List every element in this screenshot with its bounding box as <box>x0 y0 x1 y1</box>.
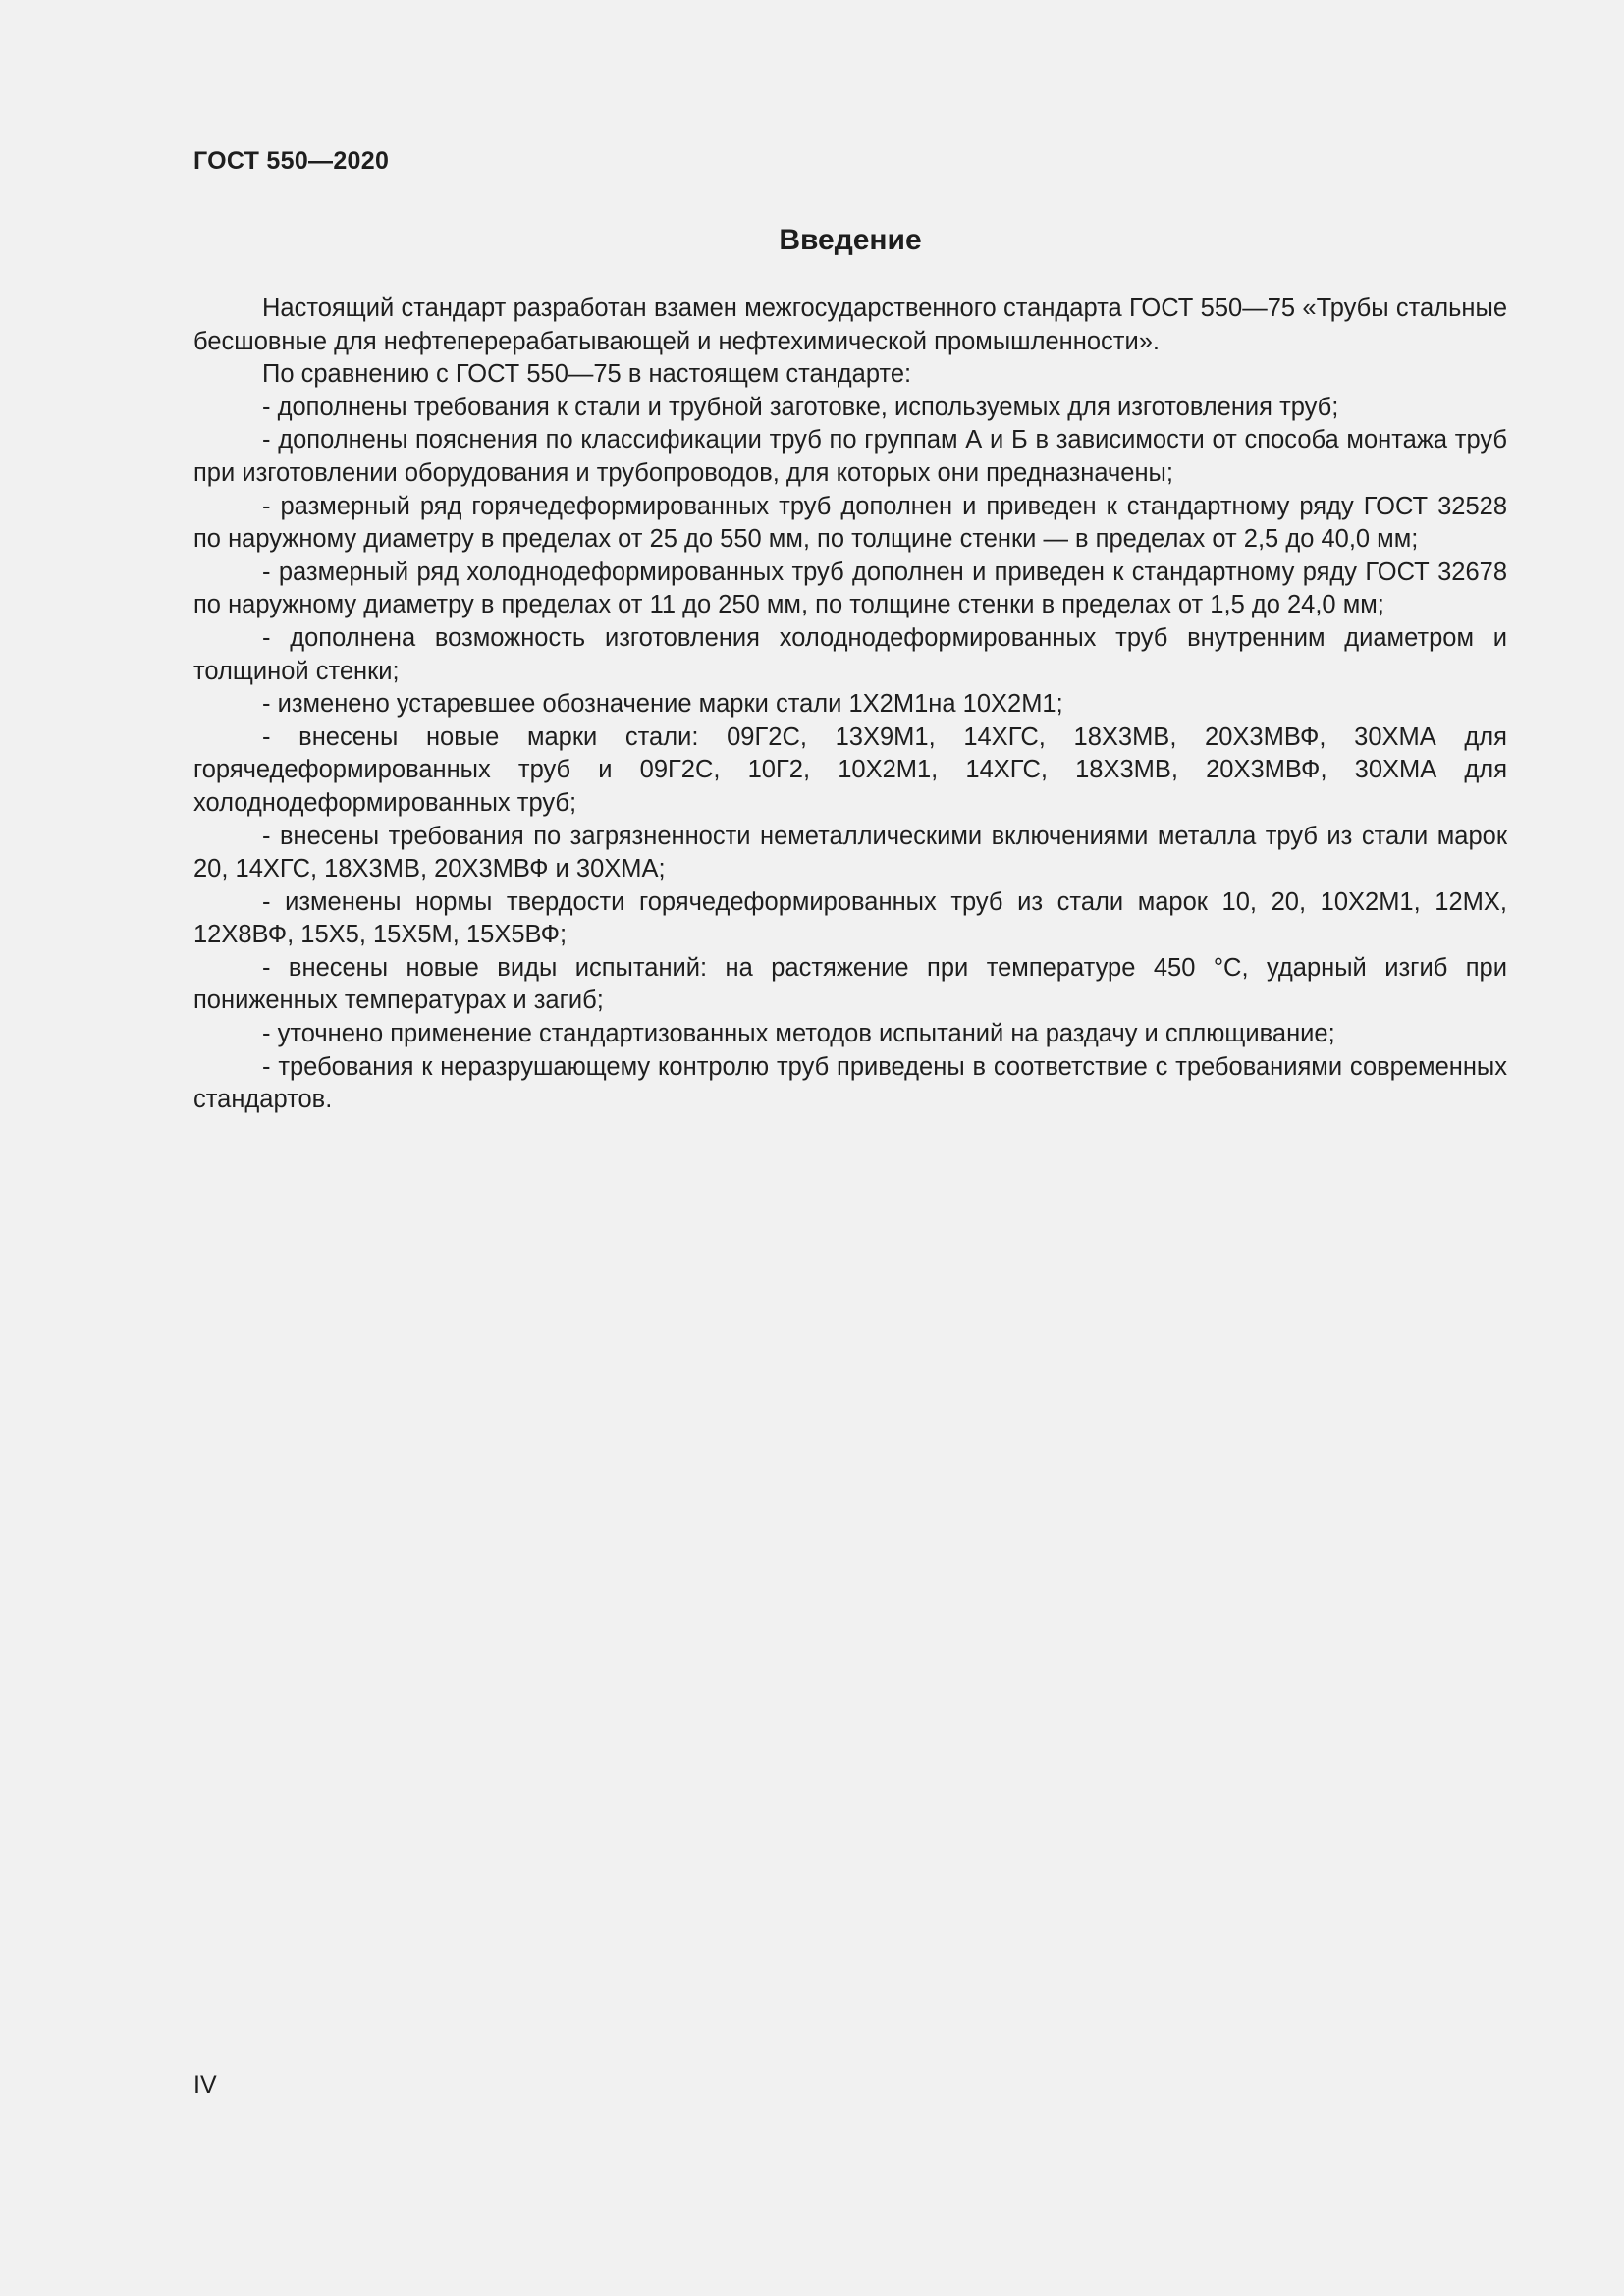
section-title: Введение <box>779 224 922 256</box>
page-number: IV <box>193 2071 217 2099</box>
list-item: - дополнены требования к стали и трубной заготовке, используемых для изготовления труб; <box>262 393 1339 421</box>
list-item: - уточнено применение стандартизованных методов испытаний на раздачу и сплющивание; <box>262 1020 1335 1048</box>
list-item: - требования к неразрушающему контролю труб приведены в соответствие с требованиями современных стандартов. <box>193 1052 1507 1114</box>
list-item: - внесены новые марки стали: 09Г2С, 13Х9М1, 14ХГС, 18Х3МВ, 20Х3МВФ, 30ХМА для горячедеформированных труб и 09Г2С, 10Г2, 10Х2М1, 14ХГС, 18Х3МВ, 20Х3МВФ, 30ХМА для холоднодеформированных труб; <box>193 722 1507 817</box>
list-item: - изменены нормы твердости горячедеформированных труб из стали марок 10, 20, 10Х2М1, 12МХ, 12Х8ВФ, 15Х5, 15Х5М, 15Х5ВФ; <box>193 887 1507 949</box>
body-text <box>193 293 1507 1117</box>
list-item: - размерный ряд холоднодеформированных труб дополнен и приведен к стандартному ряду ГОСТ 32678 по наружному диаметру в пределах от 11 до 250 мм, по толщине стенки в пределах от 1,5 до 24,0 мм; <box>193 558 1507 619</box>
document-header: ГОСТ 550—2020 <box>193 147 390 175</box>
list-item: - дополнена возможность изготовления холоднодеформированных труб внутренним диаметром и толщиной стенки; <box>193 623 1507 685</box>
list-item: - изменено устаревшее обозначение марки стали 1Х2М1на 10Х2М1; <box>262 690 1063 719</box>
list-item: - дополнены пояснения по классификации труб по группам А и Б в зависимости от способа монтажа труб при изготовлении оборудования и трубопроводов, для которых они предназначены; <box>193 426 1507 487</box>
list-item: - размерный ряд горячедеформированных труб дополнен и приведен к стандартному ряду ГОСТ 32528 по наружному диаметру в пределах от 25 до 550 мм, по толщине стенки — в пределах от 2,5 до 40,0 мм; <box>193 492 1507 554</box>
paragraph: Настоящий стандарт разработан взамен межгосударственного стандарта ГОСТ 550—75 «Трубы стальные бесшовные для нефтеперерабатывающей и нефтехимической промышленности». <box>193 294 1507 355</box>
list-item: - внесены требования по загрязненности неметаллическими включениями металла труб из стали марок 20, 14ХГС, 18Х3МВ, 20Х3МВФ и 30ХМА; <box>193 822 1507 883</box>
paragraph: По сравнению с ГОСТ 550—75 в настоящем стандарте: <box>262 360 912 389</box>
list-item: - внесены новые виды испытаний: на растяжение при температуре 450 °С, ударный изгиб при пониженных температурах и загиб; <box>193 953 1507 1015</box>
